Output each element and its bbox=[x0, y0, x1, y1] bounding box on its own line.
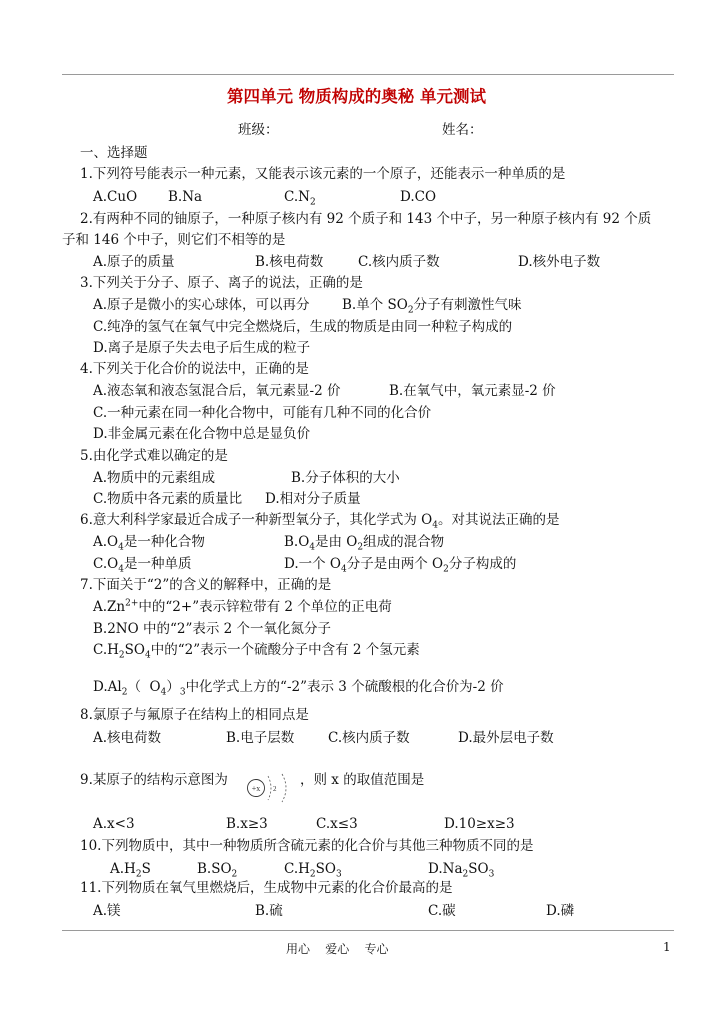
question-11-option-a: A.镁 bbox=[93, 903, 121, 919]
question-10-option-b bbox=[197, 860, 237, 878]
option-d-mid: 分子是由两个 O bbox=[346, 556, 444, 572]
question-10-option-d bbox=[428, 860, 494, 878]
question-4-option-c: C.一种元素在同一种化合物中，可能有几种不同的化合价 bbox=[93, 405, 432, 421]
question-3-option-d: D.离子是原子失去电子后生成的粒子 bbox=[93, 340, 311, 356]
subscript: 2 bbox=[121, 687, 128, 698]
question-4-option-b: B.在氧气中，氧元素显-2 价 bbox=[389, 383, 556, 399]
question-7-option-b: B.2NO 中的“2”表示 2 个一氧化氮分子 bbox=[93, 621, 332, 637]
question-10-option-a bbox=[110, 860, 151, 878]
question-2-option-a: A.原子的质量 bbox=[93, 254, 175, 270]
question-6-stem bbox=[80, 511, 559, 529]
question-6-stem-tail: 。对其说法正确的是 bbox=[437, 512, 560, 528]
question-6-option-b bbox=[284, 533, 444, 551]
option-c-text: C.H bbox=[284, 861, 310, 877]
question-5-option-d: D.相对分子质量 bbox=[265, 491, 361, 507]
atom-structure-diagram bbox=[244, 768, 296, 808]
question-5-option-b: B.分子体积的大小 bbox=[291, 470, 400, 486]
option-c-text: C.N bbox=[284, 189, 310, 205]
question-11-option-d: D.磷 bbox=[546, 903, 575, 919]
question-8-stem: 8.氯原子与氟原子在结构上的相同点是 bbox=[80, 707, 309, 723]
subscript: 4 bbox=[144, 650, 151, 661]
question-9-stem-tail: ，则 x 的取值范围是 bbox=[300, 772, 425, 788]
subscript: 3 bbox=[335, 869, 342, 880]
class-label: 班级： bbox=[238, 122, 279, 138]
question-8-option-c: C.核内质子数 bbox=[328, 730, 410, 746]
option-a-text: A.O bbox=[93, 534, 119, 550]
atom-nucleus-label: +x bbox=[251, 784, 261, 793]
subscript: 4 bbox=[341, 564, 347, 575]
option-d-tail: 分子构成的 bbox=[448, 556, 517, 572]
subscript: 2 bbox=[231, 869, 238, 880]
page-title: 第四单元 物质构成的奥秘 单元测试 bbox=[227, 87, 486, 106]
question-9-stem: 9.某原子的结构示意图为 bbox=[80, 772, 228, 788]
atom-shell-arc-1 bbox=[268, 776, 271, 800]
question-5-option-c: C.物质中各元素的质量比 bbox=[93, 491, 243, 507]
question-4-stem: 4.下列关于化合价的说法中，正确的是 bbox=[80, 361, 309, 377]
option-b-text: B.SO bbox=[197, 861, 232, 877]
question-7-stem: 7.下面关于“2”的含义的解释中，正确的是 bbox=[80, 577, 332, 593]
option-a-tail: 中的“2+”表示锌粒带有 2 个单位的正电荷 bbox=[138, 599, 392, 615]
option-a-text: A.Zn bbox=[93, 599, 126, 615]
header-rule bbox=[62, 74, 674, 75]
subscript: 4 bbox=[118, 564, 124, 575]
subscript: 3 bbox=[488, 869, 495, 880]
question-6-option-c bbox=[93, 555, 191, 573]
question-4-option-a: A.液态氧和液态氢混合后，氧元素显-2 价 bbox=[93, 383, 341, 399]
option-c-mid: SO bbox=[124, 642, 145, 658]
question-9-option-d: D.10≥x≥3 bbox=[444, 816, 515, 832]
option-a-tail: 是一种化合物 bbox=[123, 534, 205, 550]
question-7-option-c bbox=[93, 641, 420, 659]
subscript: 4 bbox=[118, 542, 124, 553]
question-3-stem: 3.下列关于分子、原子、离子的说法，正确的是 bbox=[80, 275, 363, 291]
subscript: 4 bbox=[309, 542, 316, 553]
subscript: 2 bbox=[135, 869, 142, 880]
question-6-option-d bbox=[284, 555, 516, 573]
question-5-stem: 5.由化学式难以确定的是 bbox=[80, 448, 228, 464]
option-a-text: A.H bbox=[110, 861, 136, 877]
footer-rule bbox=[62, 930, 674, 931]
option-c-tail: SO bbox=[315, 861, 336, 877]
question-3-option-c: C.纯净的氢气在氧气中完全燃烧后，生成的物质是由同一种粒子构成的 bbox=[93, 319, 513, 335]
name-label: 姓名： bbox=[442, 122, 483, 138]
question-4-option-d: D.非金属元素在化合物中总是显负价 bbox=[93, 426, 311, 442]
question-6-option-a bbox=[93, 533, 205, 551]
option-b-text: B.O bbox=[284, 534, 310, 550]
question-11-option-b: B.硫 bbox=[255, 903, 283, 919]
question-2-option-b: B.核电荷数 bbox=[255, 254, 324, 270]
question-3-option-a: A.原子是微小的实心球体，可以再分 bbox=[93, 297, 310, 313]
question-8-option-d: D.最外层电子数 bbox=[458, 730, 554, 746]
question-2-stem: 2.有两种不同的铀原子，一种原子核内有 92 个质子和 143 个中子，另一种原子核内有 92 个质 bbox=[80, 211, 652, 227]
subscript: 4 bbox=[432, 520, 438, 531]
subscript: 2 bbox=[309, 869, 316, 880]
option-c-text: C.O bbox=[93, 556, 119, 572]
question-7-option-a bbox=[93, 598, 392, 616]
question-6-stem-text: 6.意大利科学家最近合成子一种新型氧分子，其化学式为 O bbox=[80, 512, 433, 528]
question-1-option-c bbox=[284, 188, 316, 206]
section-title: 一、选择题 bbox=[80, 145, 148, 161]
superscript: 2+ bbox=[125, 598, 139, 609]
option-c-text: C.H bbox=[93, 642, 119, 658]
question-1-stem: 1.下列符号能表示一种元素，又能表示该元素的一个原子，还能表示一种单质的是 bbox=[80, 166, 566, 182]
question-2-option-c: C.核内质子数 bbox=[358, 254, 440, 270]
subscript: 2 bbox=[407, 305, 414, 316]
question-1-option-a: A.CuO bbox=[93, 189, 138, 205]
question-2-option-d: D.核外电子数 bbox=[518, 254, 601, 270]
footer-motto: 用心 爱心 专心 bbox=[286, 942, 389, 956]
question-11-stem: 11.下列物质在氧气里燃烧后，生成物中元素的化合价最高的是 bbox=[80, 880, 453, 896]
option-d-paren: ） bbox=[166, 679, 180, 695]
question-2-stem-cont: 子和 146 个中子，则它们不相等的是 bbox=[62, 232, 286, 248]
question-9-option-c: C.x≤3 bbox=[316, 816, 358, 832]
page-number: 1 bbox=[663, 940, 671, 954]
subscript: 2 bbox=[309, 197, 316, 208]
option-d-text: D.一个 O bbox=[284, 556, 341, 572]
option-c-tail: 是一种单质 bbox=[123, 556, 192, 572]
atom-shell-arc-2 bbox=[282, 774, 286, 802]
question-8-option-b: B.电子层数 bbox=[226, 730, 295, 746]
atom-shell-label: 2 bbox=[273, 785, 277, 793]
subscript: 2 bbox=[443, 564, 449, 575]
question-5-option-a: A.物质中的元素组成 bbox=[93, 470, 216, 486]
question-10-option-c bbox=[284, 860, 342, 878]
option-d-tail: 中化学式上方的“-2”表示 3 个硫酸根的化合价为-2 价 bbox=[185, 679, 504, 695]
subscript: 4 bbox=[160, 687, 167, 698]
question-3-option-b bbox=[342, 296, 522, 314]
option-d-tail: SO bbox=[468, 861, 489, 877]
question-10-stem: 10.下列物质中，其中一种物质所含硫元素的化合价与其他三种物质不同的是 bbox=[80, 838, 534, 854]
option-d-text: D.Al bbox=[93, 679, 122, 695]
question-11-option-c: C.碳 bbox=[428, 903, 456, 919]
option-a-tail: S bbox=[141, 861, 151, 877]
option-b-mid: 是由 O bbox=[315, 534, 358, 550]
option-d-text: D.Na bbox=[428, 861, 463, 877]
subscript: 2 bbox=[118, 650, 125, 661]
option-d-mid: （ O bbox=[127, 679, 161, 695]
question-8-option-a: A.核电荷数 bbox=[93, 730, 162, 746]
subscript: 2 bbox=[357, 542, 364, 553]
question-1-option-b: B.Na bbox=[168, 189, 203, 205]
option-b-tail: 组成的混合物 bbox=[363, 534, 445, 550]
subscript: 3 bbox=[179, 687, 186, 698]
question-7-option-d bbox=[93, 678, 504, 696]
option-b-text: B.单个 SO bbox=[342, 297, 408, 313]
subscript: 2 bbox=[462, 869, 469, 880]
option-c-tail: 中的“2”表示一个硫酸分子中含有 2 个氢元素 bbox=[150, 642, 420, 658]
question-9-option-a: A.x<3 bbox=[93, 816, 135, 832]
option-b-tail: 分子有刺激性气味 bbox=[413, 297, 522, 313]
question-9-option-b: B.x≥3 bbox=[226, 816, 268, 832]
question-1-option-d: D.CO bbox=[400, 189, 437, 205]
